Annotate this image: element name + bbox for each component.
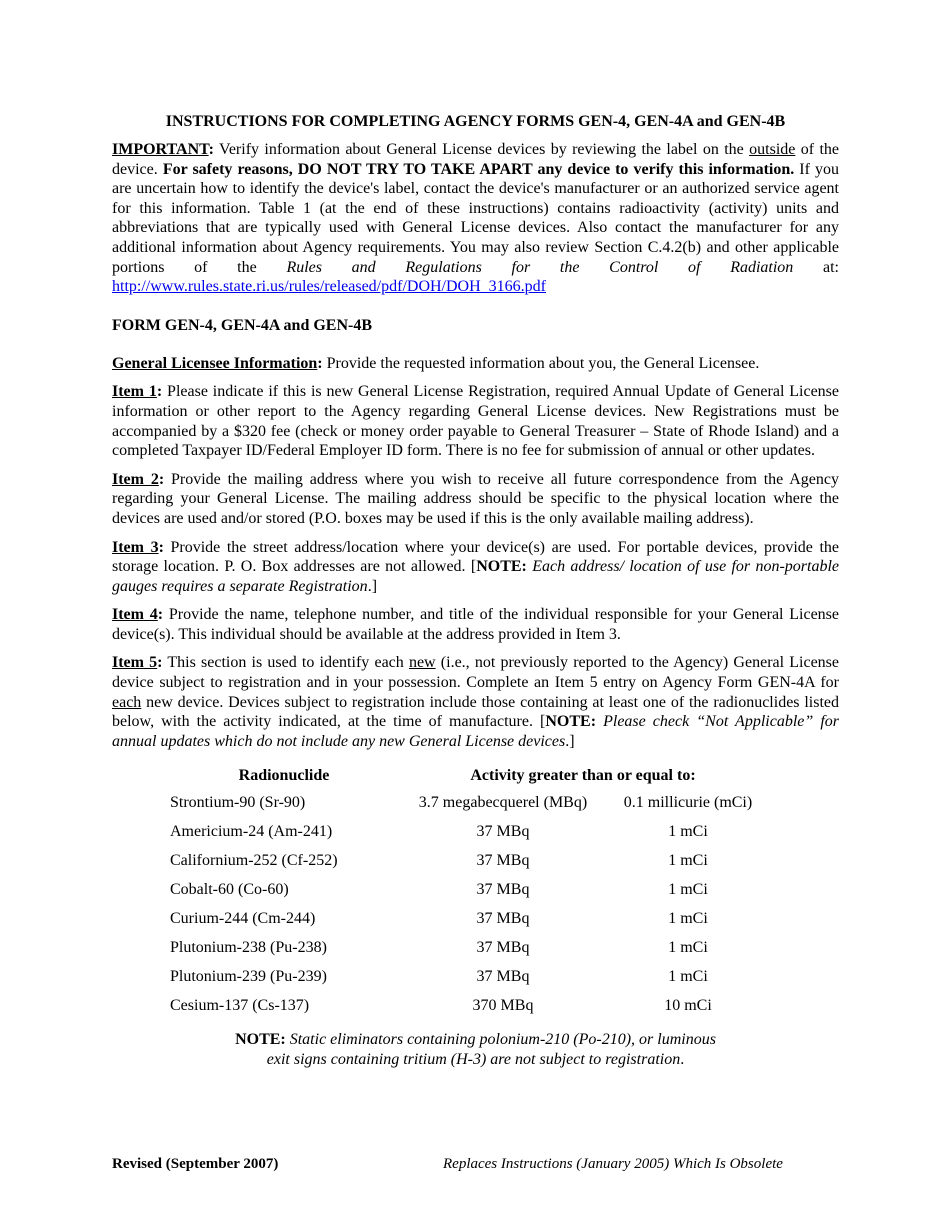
- table-row: [170, 794, 768, 823]
- activity-mci-cell: 10 mCi: [664, 997, 712, 1015]
- item1-label: Item 1: [112, 383, 157, 401]
- footer-revised: Revised (September 2007): [112, 1156, 279, 1172]
- activity-mci-cell: 1 mCi: [668, 823, 708, 841]
- general-info-paragraph: General Licensee Information: Provide the requested information about you, the General Licensee.: [112, 354, 760, 372]
- radionuclide-table: [170, 766, 768, 1026]
- item4-label: Item 4: [112, 606, 158, 624]
- table-row: [170, 881, 768, 910]
- table-row: [170, 968, 768, 997]
- item5-paragraph: Item 5: This section is used to identify each new (i.e., not previously reported to the Agency) General License device subject to registration and in your possession. Complete an Item 5 entry on Agency Form GEN-4A for each new device. Devices subject to registration include those containing at least one of the radionuclides listed below, with the activity indicated, at the time of manufacture. [NOTE: Please check “Not Applicable” for annual updates which do not include any new General License devices.]: [112, 654, 840, 750]
- activity-mbq-cell: 37 MBq: [476, 939, 530, 957]
- radionuclide-cell: Cesium-137 (Cs-137): [170, 997, 310, 1015]
- activity-mci-cell: 1 mCi: [668, 881, 708, 899]
- table-body: [170, 794, 768, 1026]
- general-info-label: General Licensee Information: [112, 354, 318, 372]
- important-label: IMPORTANT: [112, 141, 209, 158]
- radionuclide-cell: Cobalt-60 (Co-60): [170, 881, 289, 899]
- activity-mbq-cell: 37 MBq: [476, 881, 530, 899]
- table-row: [170, 910, 768, 939]
- activity-mbq-cell: 37 MBq: [476, 852, 530, 870]
- activity-mci-cell: 1 mCi: [668, 939, 708, 957]
- activity-mbq-cell: 37 MBq: [476, 823, 530, 841]
- table-note: NOTE: Static eliminators containing polonium-210 (Po-210), or luminous exit signs containing tritium (H-3) are not subject to registration.: [235, 1031, 716, 1069]
- radionuclide-cell: Plutonium-238 (Pu-238): [170, 939, 327, 957]
- activity-mci-cell: 1 mCi: [668, 910, 708, 928]
- outside-emphasis: outside: [749, 141, 796, 158]
- radionuclide-cell: Curium-244 (Cm-244): [170, 910, 316, 928]
- activity-mbq-cell: 37 MBq: [476, 910, 530, 928]
- form-heading: FORM GEN-4, GEN-4A and GEN-4B: [112, 316, 373, 334]
- item5-label: Item 5: [112, 654, 158, 672]
- item3-label: Item 3: [112, 538, 159, 556]
- activity-mbq-cell: 37 MBq: [476, 968, 530, 986]
- item4-paragraph: Item 4: Provide the name, telephone number, and title of the individual responsible for your General License device(s). This individual should be available at the address provided in Item 3.: [112, 606, 840, 643]
- radionuclide-cell: Californium-252 (Cf-252): [170, 852, 338, 870]
- safety-warning: For safety reasons, DO NOT TRY TO TAKE APART any device to verify this information.: [162, 160, 795, 178]
- rules-title: Rules and Regulations for the Control of Radiation: [286, 258, 794, 276]
- table-row: [170, 823, 768, 852]
- item1-paragraph: Item 1: Please indicate if this is new General License Registration, required Annual Update of General License information or other report to the Agency regarding General License devices. New Registrations must be accompanied by a $320 fee (check or money order payable to General Treasurer – State of Rhode Island) and a completed Taxpayer ID/Federal Employer ID form. There is no fee for submission of annual or other updates.: [112, 383, 840, 460]
- item2-paragraph: Item 2: Provide the mailing address where you wish to receive all future correspondence from the Agency regarding your General License. The mailing address should be specific to the physical location where the devices are used and/or stored (P.O. boxes may be used if this is the only available mailing address).: [112, 470, 840, 527]
- document-body: [112, 112, 839, 1070]
- table-row: [170, 997, 768, 1026]
- radionuclide-cell: Americium-24 (Am-241): [170, 823, 333, 841]
- radionuclide-cell: Plutonium-239 (Pu-239): [170, 968, 327, 986]
- important-paragraph: IMPORTANT: Verify information about General License devices by reviewing the label on the outside of the device. For safety reasons, DO NOT TRY TO TAKE APART any device to verify this information. If you are uncertain how to identify the device's label, contact the device's manufacturer or an authorized service agent for this information. Table 1 (at the end of these instructions) contains radioactivity (activity) units and abbreviations that are typically used with General License devices. Also contact the manufacturer for any additional information about Agency requirements. You may also review Section C.4.2(b) and other applicable portions of the Rules and Regulations for the Control of Radiation at: http://www.rules.state.ri.us/rules/released/pdf/DOH/DOH_3166.pdf: [112, 141, 840, 296]
- activity-mci-cell: 0.1 millicurie (mCi): [623, 794, 753, 812]
- table-row: [170, 939, 768, 968]
- footer-replaces: Replaces Instructions (January 2005) Which Is Obsolete: [443, 1156, 783, 1172]
- activity-mci-cell: 1 mCi: [668, 968, 708, 986]
- table-note-label: NOTE:: [235, 1031, 286, 1049]
- table-row: [170, 852, 768, 881]
- table-header-row: [170, 766, 768, 794]
- document-title: INSTRUCTIONS FOR COMPLETING AGENCY FORMS GEN-4, GEN-4A and GEN-4B: [165, 113, 786, 130]
- activity-mbq-cell: 3.7 megabecquerel (MBq): [418, 794, 588, 812]
- col-header-radionuclide: Radionuclide: [238, 767, 330, 785]
- activity-mci-cell: 1 mCi: [668, 852, 708, 870]
- item3-paragraph: Item 3: Provide the street address/location where your device(s) are used. For portable devices, provide the storage location. P. O. Box addresses are not allowed. [NOTE: Each address/ location of use for non-portable gauges requires a separate Registration.]: [112, 538, 840, 595]
- radionuclide-cell: Strontium-90 (Sr-90): [170, 794, 306, 812]
- activity-mbq-cell: 370 MBq: [472, 997, 534, 1015]
- item2-label: Item 2: [112, 470, 159, 488]
- rules-url-link[interactable]: http://www.rules.state.ri.us/rules/released/pdf/DOH/DOH_3166.pdf: [112, 278, 546, 296]
- col-header-activity: Activity greater than or equal to:: [470, 767, 696, 785]
